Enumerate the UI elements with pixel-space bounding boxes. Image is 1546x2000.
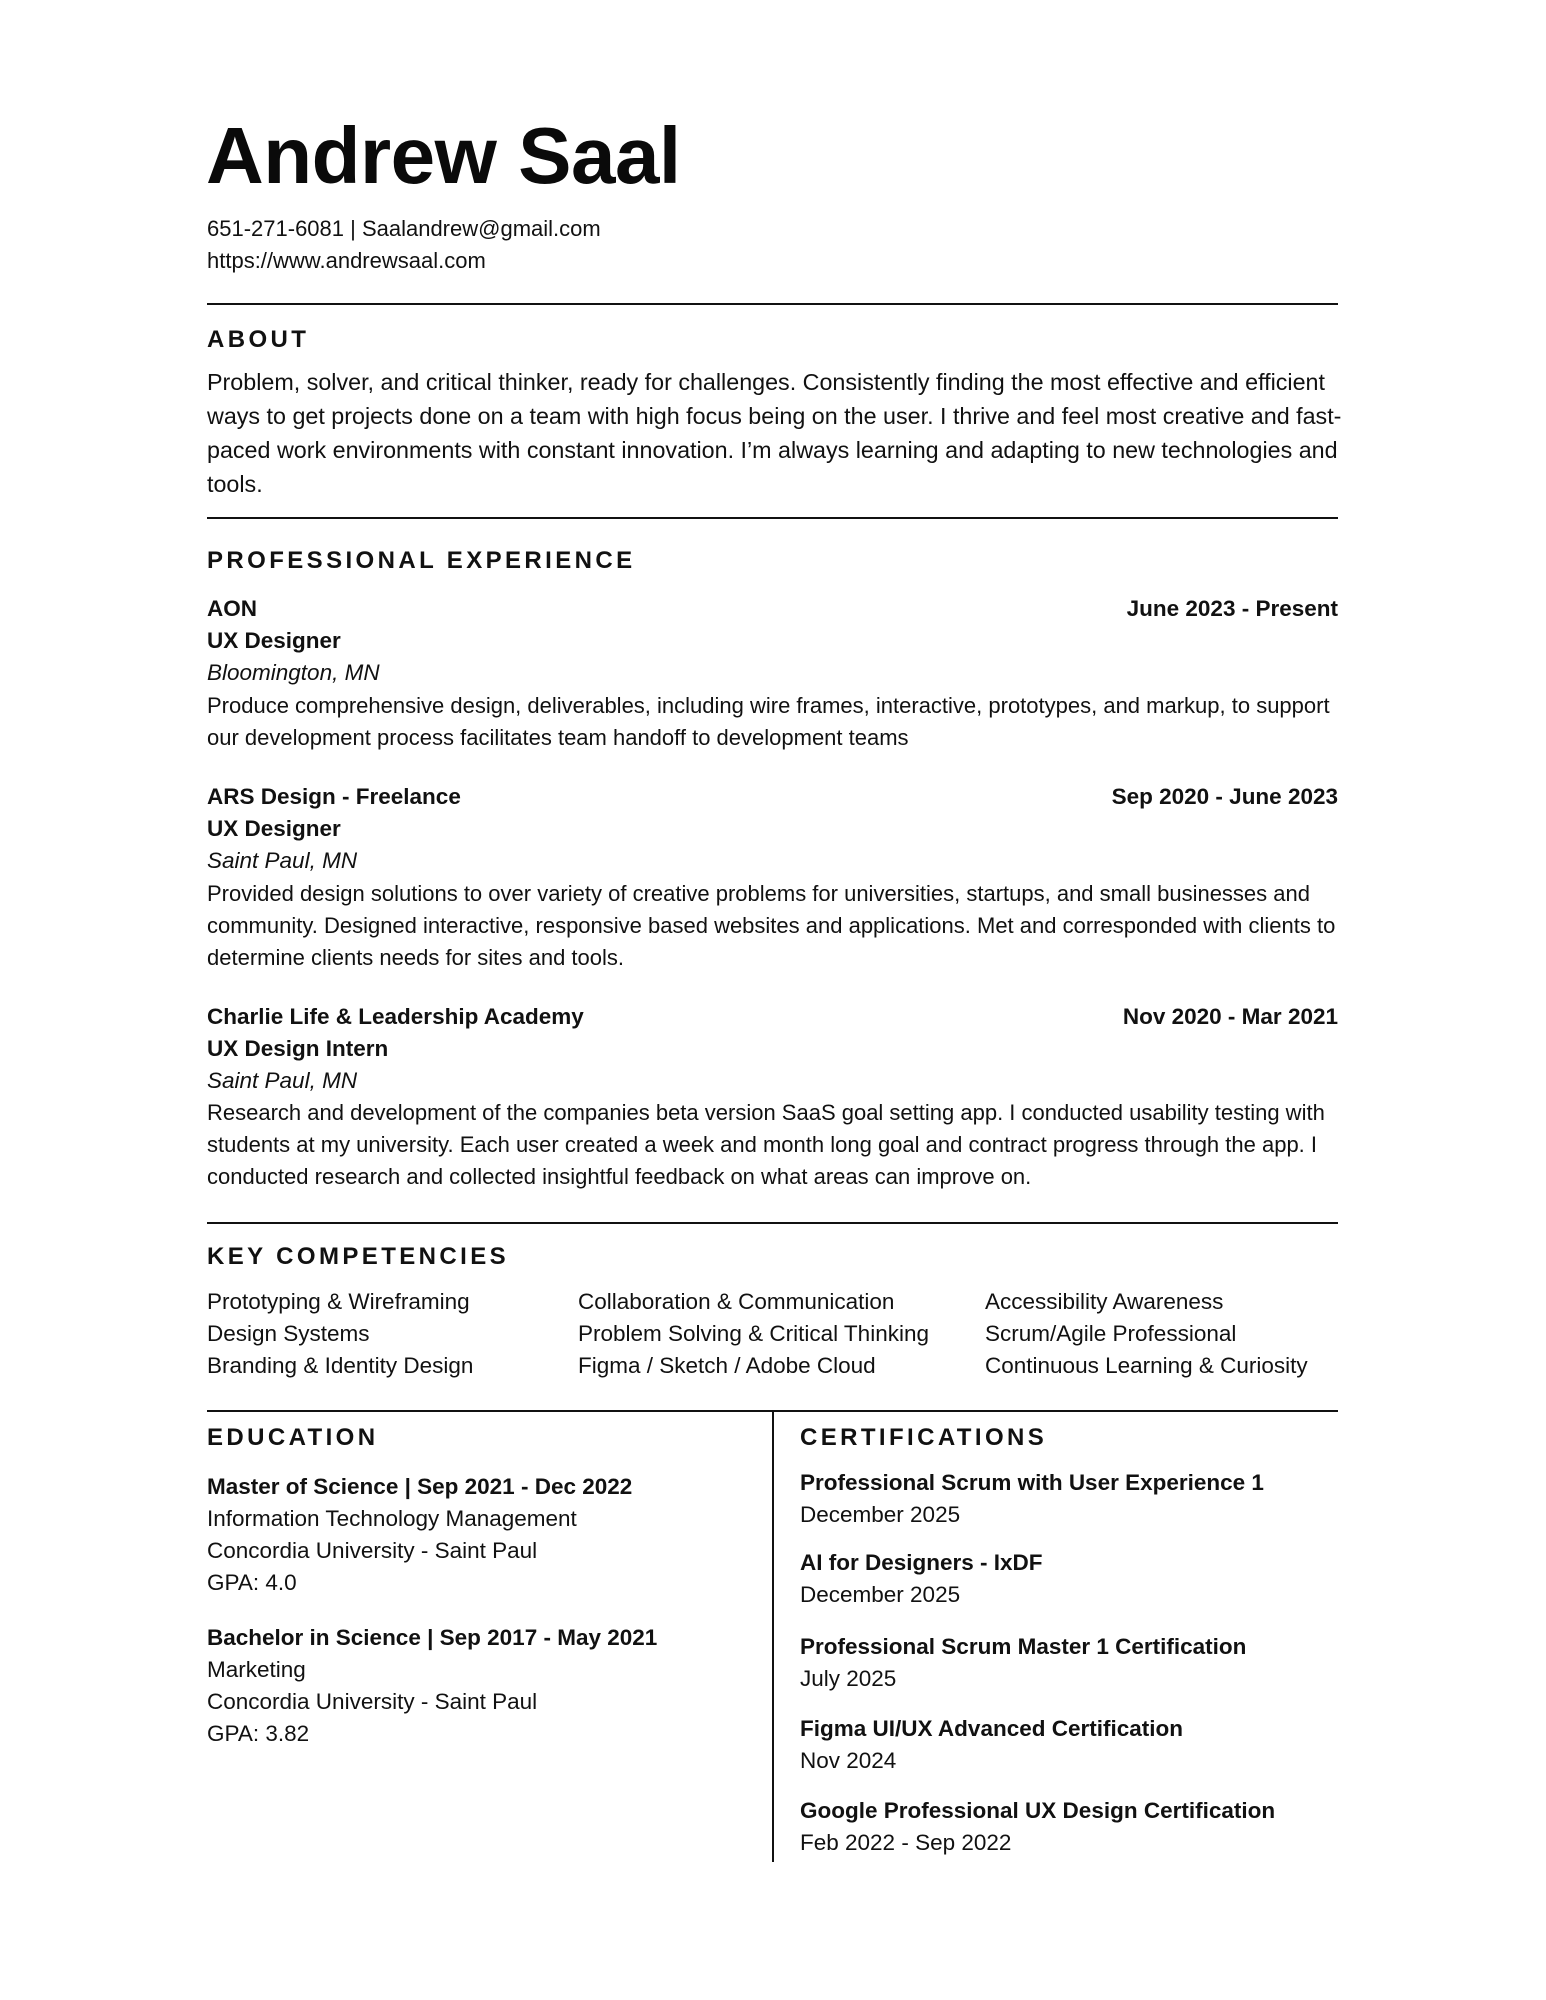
certification-name: Google Professional UX Design Certification bbox=[800, 1798, 1276, 1823]
certification-date: July 2025 bbox=[800, 1666, 897, 1691]
section-title-certifications: CERTIFICATIONS bbox=[800, 1424, 1048, 1451]
section-title-experience: PROFESSIONAL EXPERIENCE bbox=[207, 547, 636, 574]
section-title-about: ABOUT bbox=[207, 326, 310, 353]
education-field: Marketing bbox=[207, 1657, 306, 1682]
competency-item: Scrum/Agile Professional bbox=[985, 1321, 1237, 1346]
job-role: UX Designer bbox=[207, 816, 341, 841]
competency-item: Problem Solving & Critical Thinking bbox=[578, 1321, 929, 1346]
section-title-education: EDUCATION bbox=[207, 1424, 379, 1451]
job-dates: Sep 2020 - June 2023 bbox=[1111, 784, 1338, 809]
certification-name: Figma UI/UX Advanced Certification bbox=[800, 1716, 1183, 1741]
certification-date: Nov 2024 bbox=[800, 1748, 897, 1773]
competency-item: Figma / Sketch / Adobe Cloud bbox=[578, 1353, 876, 1378]
certification-date: December 2025 bbox=[800, 1502, 961, 1527]
job-company: AON bbox=[207, 596, 257, 621]
job-location: Bloomington, MN bbox=[207, 660, 380, 685]
job-role: UX Design Intern bbox=[207, 1036, 389, 1061]
education-school: Concordia University - Saint Paul bbox=[207, 1538, 538, 1563]
certification-date: Feb 2022 - Sep 2022 bbox=[800, 1830, 1012, 1855]
certification-name: AI for Designers - IxDF bbox=[800, 1550, 1043, 1575]
divider bbox=[207, 517, 1338, 519]
column-divider bbox=[772, 1411, 774, 1862]
certification-date: December 2025 bbox=[800, 1582, 961, 1607]
job-role: UX Designer bbox=[207, 628, 341, 653]
job-location: Saint Paul, MN bbox=[207, 1068, 358, 1093]
job-description: Produce comprehensive design, deliverables, including wire frames, interactive, prototypes, and markup, to support our development process facilitates team handoff to development teams bbox=[207, 693, 1330, 750]
job-description: Provided design solutions to over variety of creative problems for universities, startups, and small businesses and community. Designed interactive, responsive based websites and applications. Met and corresponded with clients to determine clients needs for sites and tools. bbox=[207, 881, 1336, 970]
candidate-name: Andrew Saal bbox=[206, 111, 681, 200]
competency-item: Branding & Identity Design bbox=[207, 1353, 474, 1378]
competency-item: Design Systems bbox=[207, 1321, 370, 1346]
competency-item: Prototyping & Wireframing bbox=[207, 1289, 470, 1314]
education-degree: Bachelor in Science | Sep 2017 - May 2021 bbox=[207, 1625, 658, 1650]
website-link[interactable]: https://www.andrewsaal.com bbox=[207, 248, 486, 273]
competency-item: Continuous Learning & Curiosity bbox=[985, 1353, 1308, 1378]
certification-name: Professional Scrum with User Experience 1 bbox=[800, 1470, 1264, 1495]
job-dates: June 2023 - Present bbox=[1126, 596, 1338, 621]
divider bbox=[207, 303, 1338, 305]
job-description: Research and development of the companies beta version SaaS goal setting app. I conducted usability testing with students at my university. Each user created a week and month long goal and contract progress through the app. I conducted research and collected insightful feedback on what areas can improve on. bbox=[207, 1100, 1325, 1189]
education-gpa: GPA: 4.0 bbox=[207, 1570, 297, 1595]
divider bbox=[207, 1222, 1338, 1224]
job-company: Charlie Life & Leadership Academy bbox=[207, 1004, 584, 1029]
certification-name: Professional Scrum Master 1 Certification bbox=[800, 1634, 1247, 1659]
job-location: Saint Paul, MN bbox=[207, 848, 358, 873]
competency-item: Collaboration & Communication bbox=[578, 1289, 895, 1314]
education-gpa: GPA: 3.82 bbox=[207, 1721, 310, 1746]
about-text: Problem, solver, and critical thinker, ready for challenges. Consistently finding the most effective and efficient ways to get projects done on a team with high focus being on the user. I thrive and feel most creative and fast-paced work environments with constant innovation. I’m always learning and adapting to new technologies and tools. bbox=[207, 369, 1342, 497]
section-title-competencies: KEY COMPETENCIES bbox=[207, 1243, 510, 1270]
education-degree: Master of Science | Sep 2021 - Dec 2022 bbox=[207, 1474, 633, 1499]
education-field: Information Technology Management bbox=[207, 1506, 577, 1531]
contact-line: 651-271-6081 | Saalandrew@gmail.com bbox=[207, 216, 601, 241]
job-dates: Nov 2020 - Mar 2021 bbox=[1122, 1004, 1338, 1029]
education-school: Concordia University - Saint Paul bbox=[207, 1689, 538, 1714]
competency-item: Accessibility Awareness bbox=[985, 1289, 1224, 1314]
job-company: ARS Design - Freelance bbox=[207, 784, 461, 809]
